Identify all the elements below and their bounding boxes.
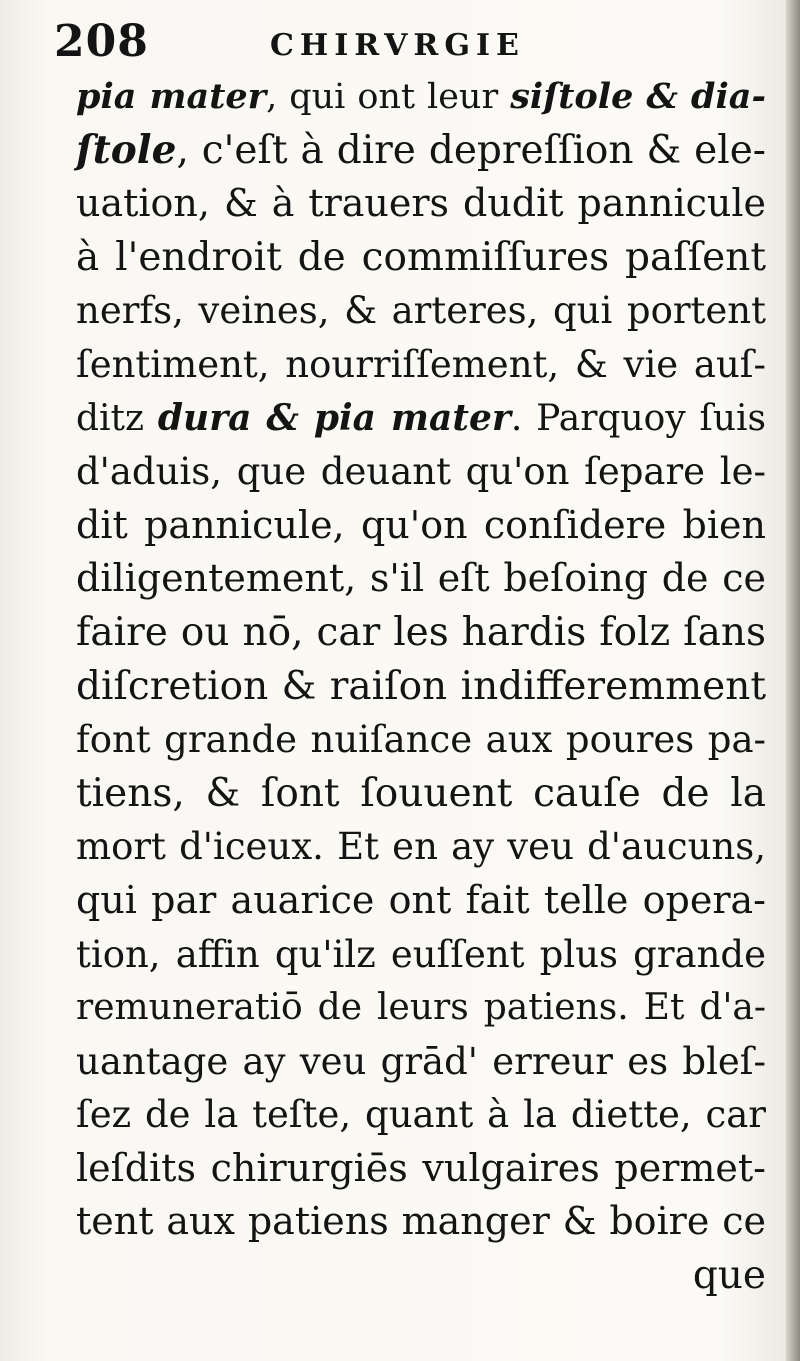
text-line: diligentement, s'il eſt beſoing de ce [76, 556, 766, 601]
page-edge-shadow [786, 0, 800, 1361]
text-line: faire ou nō, car les hardis folz ſans [76, 609, 766, 655]
text-line: tion, affin qu'ilz euſſent plus grande [76, 932, 766, 976]
text-line: ſez de la teſte, quant à la diette, car [76, 1093, 766, 1137]
text-line: nerfs, veines, & arteres, qui portent [76, 289, 766, 333]
text-line: tent aux patiens manger & boire ce [76, 1199, 766, 1244]
text-line: d'aduis, que deuant qu'on ſepare le- [76, 450, 766, 494]
text-line: dit pannicule, qu'on conſidere bien [76, 502, 766, 547]
text-line: ſentiment, nourriſſement, & vie auſ- [76, 342, 766, 386]
page-header [48, 8, 768, 68]
text-line: pia mater, qui ont leur siſtole & dia- [76, 76, 767, 117]
text-line: remuneratiō de leurs patiens. Et d'a- [76, 987, 766, 1029]
text-line: leſdits chirurgiēs vulgaires permet- [76, 1145, 766, 1190]
text-line: ſtole, c'eſt à dire depreſſion & ele- [76, 126, 766, 173]
text-line: font grande nuiſance aux poures pa- [76, 718, 766, 762]
catchword: que [692, 1253, 766, 1299]
text-line: diſcretion & raiſon indifferemment [76, 663, 766, 709]
body-text [76, 70, 766, 1303]
running-title: CHIRVRGIE [270, 28, 525, 63]
text-line: uation, & à trauers dudit pannicule [76, 181, 766, 226]
page-number: 208 [54, 16, 149, 67]
text-line: tiens, & ſont ſouuent cauſe de la [76, 770, 766, 816]
text-line: uantage ay veu grād' erreur es bleſ- [76, 1039, 766, 1083]
text-line: qui par auarice ont fait telle opera- [76, 877, 766, 922]
text-line: mort d'iceux. Et en ay veu d'aucuns, [76, 825, 766, 869]
text-line: à l'endroit de commiſſures paſſent [76, 234, 766, 280]
text-line: ditz dura & pia mater. Parquoy ſuis [76, 396, 766, 439]
